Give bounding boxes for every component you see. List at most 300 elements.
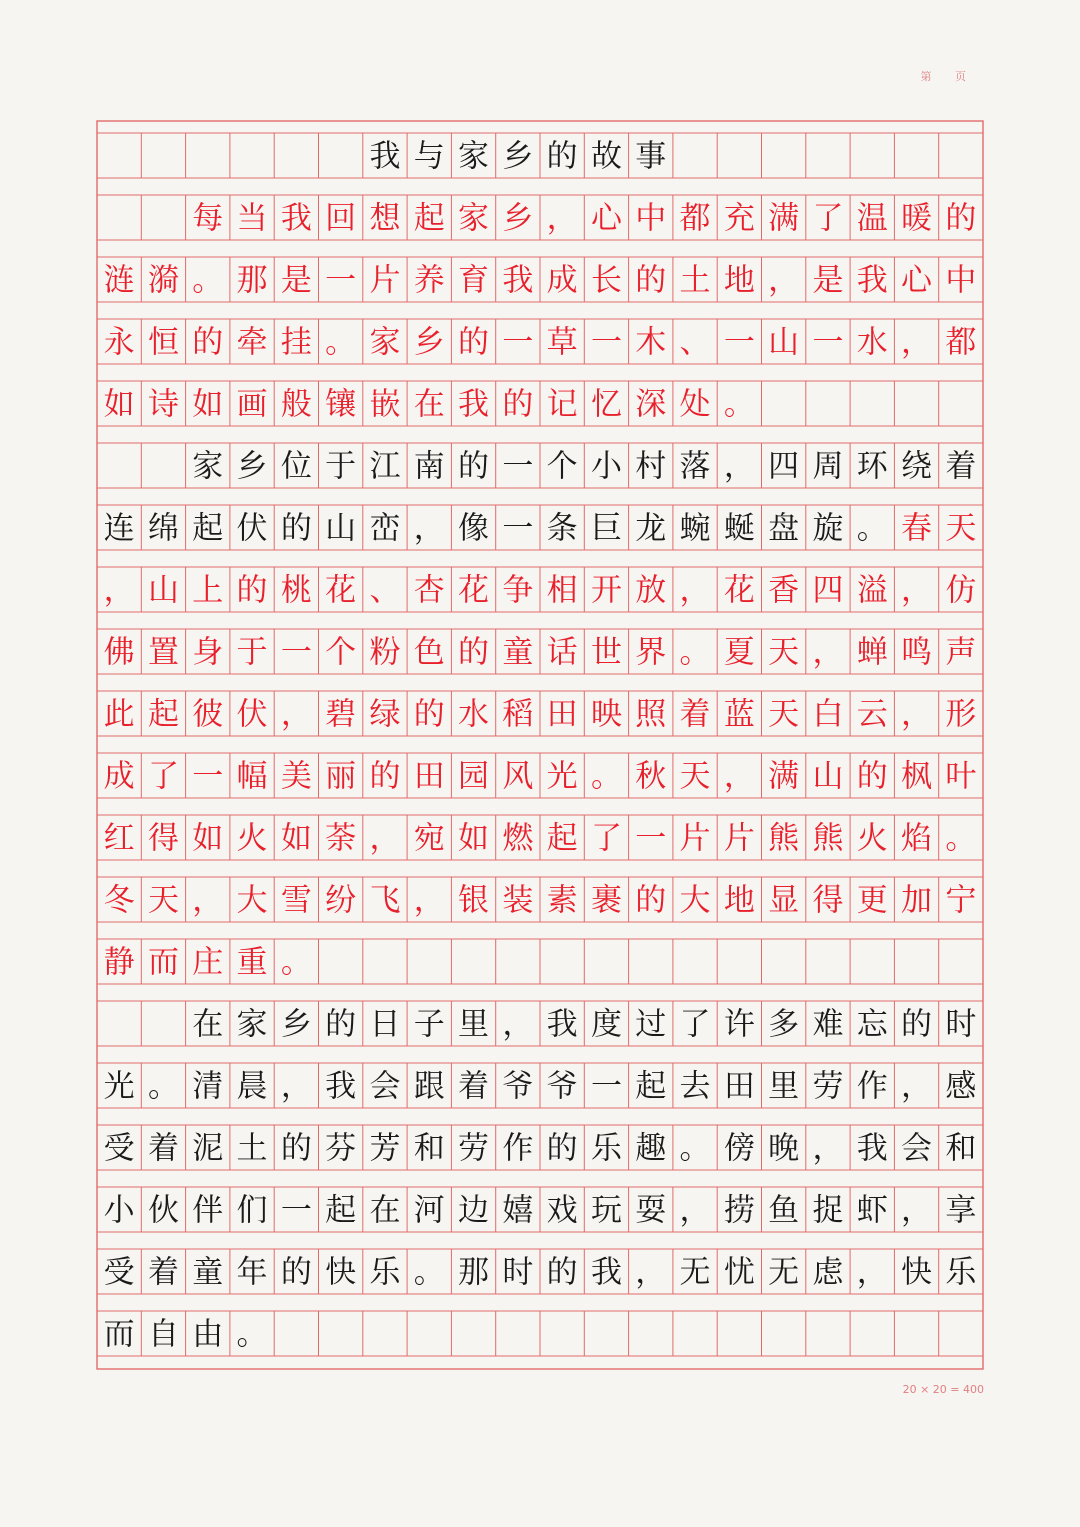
grid-char: 都	[945, 324, 977, 361]
grid-char: 。	[192, 262, 224, 299]
grid-char: ，	[901, 1192, 933, 1229]
grid-char: 都	[679, 200, 711, 237]
grid-char: 白	[812, 696, 844, 733]
grid-char: 一	[280, 1192, 312, 1229]
grid-char: 的	[236, 572, 268, 609]
grid-char: 争	[502, 572, 534, 609]
grid-char: 绵	[147, 510, 179, 547]
grid-char: 起	[325, 1192, 357, 1229]
grid-char: 想	[369, 200, 401, 237]
grid-char: 装	[502, 882, 534, 919]
grid-char: 爷	[502, 1068, 534, 1105]
grid-char: 温	[856, 200, 888, 237]
grid-char: 子	[413, 1006, 445, 1043]
grid-char: ，	[901, 696, 933, 733]
grid-char: 我	[280, 200, 312, 237]
grid-char: 熊	[768, 820, 800, 857]
grid-char: 心	[901, 262, 933, 299]
grid-char: 忆	[590, 386, 622, 423]
grid-char: 大	[236, 882, 268, 919]
grid-char: ，	[103, 572, 135, 609]
grid-char: 映	[590, 696, 622, 733]
grid-char: 着	[147, 1254, 179, 1291]
grid-char: 享	[945, 1192, 977, 1229]
grid-char: ，	[413, 510, 445, 547]
grid-char: 。	[590, 758, 622, 795]
grid-char: 和	[945, 1130, 977, 1167]
grid-char: 天	[147, 882, 179, 919]
grid-char: 般	[280, 386, 312, 423]
grid-char: 置	[147, 634, 179, 671]
grid-char: 满	[768, 200, 800, 237]
grid-char: 记	[546, 386, 578, 423]
grid-char: 的	[458, 324, 490, 361]
grid-char: 是	[280, 262, 312, 299]
grid-char: ，	[768, 262, 800, 299]
grid-char: 清	[192, 1068, 224, 1105]
grid-char: 巨	[590, 510, 622, 547]
grid-char: 。	[679, 634, 711, 671]
grid-char: 大	[679, 882, 711, 919]
grid-char: ，	[723, 448, 755, 485]
grid-char: 的	[280, 1254, 312, 1291]
grid-char: 家	[458, 138, 490, 175]
grid-char: 条	[546, 510, 578, 547]
grid-char: 的	[546, 1130, 578, 1167]
grid-char: 一	[280, 634, 312, 671]
grid-char: 成	[546, 262, 578, 299]
grid-char: 。	[413, 1254, 445, 1291]
grid-char: 村	[635, 448, 667, 485]
grid-char: 虑	[812, 1254, 844, 1291]
grid-char: 盘	[768, 510, 800, 547]
grid-char: 乐	[945, 1254, 977, 1291]
grid-char: 家	[192, 448, 224, 485]
grid-char: 事	[635, 138, 667, 175]
grid-char: 会	[901, 1130, 933, 1167]
grid-char: 了	[147, 758, 179, 795]
grid-char: 形	[945, 696, 977, 733]
grid-char: 小	[590, 448, 622, 485]
grid-char: 银	[458, 882, 490, 919]
grid-char: 我	[856, 262, 888, 299]
grid-char: ，	[192, 882, 224, 919]
grid-char: 耍	[635, 1192, 667, 1229]
grid-char: 涟	[103, 262, 135, 299]
grid-char: 画	[236, 386, 268, 423]
grid-char: 草	[546, 324, 578, 361]
grid-char: 夏	[723, 634, 755, 671]
grid-char: 红	[103, 820, 135, 857]
grid-char: 感	[945, 1068, 977, 1105]
grid-char: 自	[147, 1316, 179, 1353]
grid-char: 而	[147, 944, 179, 981]
grid-char: 显	[768, 882, 800, 919]
grid-char: 旋	[812, 510, 844, 547]
grid-char: 快	[901, 1254, 933, 1291]
grid-char: 。	[945, 820, 977, 857]
grid-char: 回	[325, 200, 357, 237]
grid-char: ，	[502, 1006, 534, 1043]
grid-char: 童	[192, 1254, 224, 1291]
grid-char: 的	[546, 1254, 578, 1291]
grid-char: 蝉	[856, 634, 888, 671]
grid-char: 宛	[413, 820, 445, 857]
grid-char: ，	[812, 1130, 844, 1167]
grid-char: 中	[635, 200, 667, 237]
grid-char: 家	[369, 324, 401, 361]
grid-char: 乡	[280, 1006, 312, 1043]
grid-char: 话	[546, 634, 578, 671]
grid-char: 起	[413, 200, 445, 237]
grid-char: 碧	[325, 696, 357, 733]
grid-char: 的	[413, 696, 445, 733]
grid-char: 个	[546, 448, 578, 485]
grid-char: 加	[901, 882, 933, 919]
grid-char: 去	[679, 1068, 711, 1105]
grid-char: 会	[369, 1068, 401, 1105]
grid-char: 上	[192, 572, 224, 609]
grid-char: ，	[901, 324, 933, 361]
grid-char: 山	[325, 510, 357, 547]
grid-char: 河	[413, 1192, 445, 1229]
grid-char: 的	[502, 386, 534, 423]
grid-char: 一	[812, 324, 844, 361]
grid-char: 作	[502, 1130, 534, 1167]
grid-char: ，	[635, 1254, 667, 1291]
grid-char: 嬉	[502, 1192, 534, 1229]
grid-size-label: 20 × 20 = 400	[902, 1383, 984, 1396]
grid-char: 冬	[103, 882, 135, 919]
grid-char: 。	[723, 386, 755, 423]
grid-char: 峦	[369, 510, 401, 547]
grid-char: 捉	[812, 1192, 844, 1229]
grid-char: 相	[546, 572, 578, 609]
grid-char: 小	[103, 1192, 135, 1229]
grid-char: 素	[546, 882, 578, 919]
grid-char: 地	[723, 882, 755, 919]
grid-char: 花	[325, 572, 357, 609]
grid-char: 天	[945, 510, 977, 547]
grid-char: 深	[635, 386, 667, 423]
grid-char: 如	[280, 820, 312, 857]
grid-char: 枫	[901, 758, 933, 795]
grid-char: 地	[723, 262, 755, 299]
grid-char: 。	[856, 510, 888, 547]
grid-char: 日	[369, 1006, 401, 1043]
grid-char: 裹	[590, 882, 622, 919]
grid-char: 家	[458, 200, 490, 237]
grid-char: ，	[369, 820, 401, 857]
grid-char: 一	[502, 448, 534, 485]
grid-char: 开	[590, 572, 622, 609]
grid-char: 周	[812, 448, 844, 485]
grid-char: ，	[901, 572, 933, 609]
grid-char: 一	[590, 324, 622, 361]
grid-char: 当	[236, 200, 268, 237]
grid-char: 飞	[369, 882, 401, 919]
grid-char: 了	[679, 1006, 711, 1043]
grid-char: 的	[192, 324, 224, 361]
grid-char: 时	[502, 1254, 534, 1291]
grid-char: 佛	[103, 634, 135, 671]
grid-char: 是	[812, 262, 844, 299]
grid-char: 绿	[369, 696, 401, 733]
grid-char: 春	[901, 510, 933, 547]
grid-char: 们	[236, 1192, 268, 1229]
grid-char: 叶	[945, 758, 977, 795]
grid-char: 许	[723, 1006, 755, 1043]
grid-char: 忧	[723, 1254, 755, 1291]
grid-char: 山	[147, 572, 179, 609]
grid-char: 快	[325, 1254, 357, 1291]
grid-char: 。	[236, 1316, 268, 1353]
grid-char: 稻	[502, 696, 534, 733]
grid-char: 着	[945, 448, 977, 485]
grid-char: 荼	[325, 820, 357, 857]
grid-char: 我	[502, 262, 534, 299]
grid-char: 南	[413, 448, 445, 485]
grid-char: 受	[103, 1130, 135, 1167]
grid-char: 里	[768, 1068, 800, 1105]
grid-char: 养	[413, 262, 445, 299]
grid-char: 的	[945, 200, 977, 237]
grid-char: 泥	[192, 1130, 224, 1167]
grid-char: 诗	[147, 386, 179, 423]
grid-char: 里	[458, 1006, 490, 1043]
grid-char: 起	[192, 510, 224, 547]
grid-char: 田	[723, 1068, 755, 1105]
grid-char: 木	[635, 324, 667, 361]
grid-char: 土	[236, 1130, 268, 1167]
grid-char: 乡	[502, 138, 534, 175]
grid-char: 作	[856, 1068, 888, 1105]
grid-char: 土	[679, 262, 711, 299]
grid-char: 一	[502, 324, 534, 361]
grid-char: 鱼	[768, 1192, 800, 1229]
grid-char: 花	[723, 572, 755, 609]
grid-char: 爷	[546, 1068, 578, 1105]
grid-char: 杏	[413, 572, 445, 609]
grid-char: 多	[768, 1006, 800, 1043]
grid-char: 了	[590, 820, 622, 857]
grid-char: 、	[679, 324, 711, 361]
grid-char: 一	[325, 262, 357, 299]
grid-char: 戏	[546, 1192, 578, 1229]
grid-char: 中	[945, 262, 977, 299]
grid-char: 乡	[413, 324, 445, 361]
grid-char: 的	[546, 138, 578, 175]
grid-char: 起	[635, 1068, 667, 1105]
grid-char: 片	[679, 820, 711, 857]
grid-char: 一	[502, 510, 534, 547]
grid-char: 环	[856, 448, 888, 485]
grid-char: 身	[192, 634, 224, 671]
grid-char: 趣	[635, 1130, 667, 1167]
grid-char: 鸣	[901, 634, 933, 671]
grid-char: 、	[369, 572, 401, 609]
grid-char: 山	[812, 758, 844, 795]
grid-char: 与	[413, 138, 445, 175]
grid-char: 云	[856, 696, 888, 733]
grid-char: 庄	[192, 944, 224, 981]
grid-char: 永	[103, 324, 135, 361]
grid-char: 如	[458, 820, 490, 857]
grid-char: 光	[103, 1068, 135, 1105]
grid-char: 乐	[590, 1130, 622, 1167]
grid-char: 充	[723, 200, 755, 237]
grid-char: 的	[369, 758, 401, 795]
grid-char: 伴	[192, 1192, 224, 1229]
grid-char: 一	[635, 820, 667, 857]
grid-char: 江	[369, 448, 401, 485]
grid-char: 蜒	[723, 510, 755, 547]
grid-char: 水	[458, 696, 490, 733]
grid-char: ，	[679, 1192, 711, 1229]
grid-char: 着	[679, 696, 711, 733]
grid-char: ，	[546, 200, 578, 237]
grid-char: 的	[635, 262, 667, 299]
grid-char: 嵌	[369, 386, 401, 423]
grid-char: 芳	[369, 1130, 401, 1167]
grid-char: 光	[546, 758, 578, 795]
grid-char: 和	[413, 1130, 445, 1167]
grid-char: 无	[768, 1254, 800, 1291]
grid-char: 着	[147, 1130, 179, 1167]
grid-char: 起	[546, 820, 578, 857]
grid-char: 受	[103, 1254, 135, 1291]
grid-char: 天	[768, 634, 800, 671]
grid-char: 傍	[723, 1130, 755, 1167]
grid-char: 伏	[236, 510, 268, 547]
grid-char: ，	[280, 1068, 312, 1105]
grid-char: 育	[458, 262, 490, 299]
grid-char: 火	[236, 820, 268, 857]
grid-char: 田	[546, 696, 578, 733]
grid-char: 像	[458, 510, 490, 547]
grid-char: 雪	[280, 882, 312, 919]
grid-char: 童	[502, 634, 534, 671]
grid-char: 过	[635, 1006, 667, 1043]
grid-char: 我	[546, 1006, 578, 1043]
grid-char: 粉	[369, 634, 401, 671]
grid-char: 着	[458, 1068, 490, 1105]
grid-char: 度	[590, 1006, 622, 1043]
grid-char: ，	[723, 758, 755, 795]
grid-char: 照	[635, 696, 667, 733]
grid-lines	[97, 121, 983, 1369]
grid-char: 我	[325, 1068, 357, 1105]
grid-char: 伏	[236, 696, 268, 733]
grid-char: 的	[458, 634, 490, 671]
grid-char: 难	[812, 1006, 844, 1043]
grid-char: 在	[413, 386, 445, 423]
grid-char: 片	[369, 262, 401, 299]
grid-char: 。	[679, 1130, 711, 1167]
grid-char: 乡	[502, 200, 534, 237]
grid-char: 连	[103, 510, 135, 547]
grid-char: 得	[812, 882, 844, 919]
grid-char: 玩	[590, 1192, 622, 1229]
grid-char: 。	[147, 1068, 179, 1105]
grid-char: ，	[901, 1068, 933, 1105]
grid-char: 成	[103, 758, 135, 795]
grid-char: 的	[280, 1130, 312, 1167]
grid-char: 桃	[280, 572, 312, 609]
grid-char: 如	[192, 820, 224, 857]
grid-char: 在	[369, 1192, 401, 1229]
grid-char: ，	[280, 696, 312, 733]
grid-char: 溢	[856, 572, 888, 609]
grid-char: 的	[458, 448, 490, 485]
grid-char: 天	[679, 758, 711, 795]
grid-char: 一	[192, 758, 224, 795]
grid-char: 暖	[901, 200, 933, 237]
grid-char: 劳	[458, 1130, 490, 1167]
grid-char: 了	[812, 200, 844, 237]
grid-char: 静	[103, 944, 135, 981]
grid-char: 捞	[723, 1192, 755, 1229]
grid-char: 。	[325, 324, 357, 361]
grid-char: 重	[236, 944, 268, 981]
grid-char: 在	[192, 1006, 224, 1043]
grid-char: 。	[280, 944, 312, 981]
grid-char: 燃	[502, 820, 534, 857]
grid-char: 山	[768, 324, 800, 361]
grid-char: 的	[856, 758, 888, 795]
grid-char: 满	[768, 758, 800, 795]
grid-char: 边	[458, 1192, 490, 1229]
grid-char: 园	[458, 758, 490, 795]
grid-char: 我	[590, 1254, 622, 1291]
grid-char: 由	[192, 1316, 224, 1353]
grid-char: 而	[103, 1316, 135, 1353]
grid-char: 我	[369, 138, 401, 175]
grid-char: 劳	[812, 1068, 844, 1105]
page-number-label: 第 页	[920, 70, 976, 83]
grid-char: ，	[679, 572, 711, 609]
grid-char: ，	[856, 1254, 888, 1291]
grid-char: 四	[812, 572, 844, 609]
grid-char: 那	[236, 262, 268, 299]
grid-char: 花	[458, 572, 490, 609]
grid-char: 更	[856, 882, 888, 919]
grid-char: 跟	[413, 1068, 445, 1105]
grid-char: 虾	[856, 1192, 888, 1229]
grid-char: 晚	[768, 1130, 800, 1167]
grid-char: 于	[325, 448, 357, 485]
grid-char: 香	[768, 572, 800, 609]
grid-char: 仿	[945, 572, 977, 609]
grid-char: 故	[590, 138, 622, 175]
grid-char: 蓝	[723, 696, 755, 733]
grid-char: 风	[502, 758, 534, 795]
grid-char: 秋	[635, 758, 667, 795]
grid-char: 丽	[325, 758, 357, 795]
grid-char: 的	[325, 1006, 357, 1043]
grid-char: 的	[901, 1006, 933, 1043]
grid-char: 挂	[280, 324, 312, 361]
grid-char: 一	[723, 324, 755, 361]
grid-char: 焰	[901, 820, 933, 857]
grid-char: 无	[679, 1254, 711, 1291]
grid-char: 我	[856, 1130, 888, 1167]
grid-char: 彼	[192, 696, 224, 733]
grid-char: 乐	[369, 1254, 401, 1291]
grid-char: 晨	[236, 1068, 268, 1105]
grid-char: 色	[413, 634, 445, 671]
grid-char: 每	[192, 200, 224, 237]
